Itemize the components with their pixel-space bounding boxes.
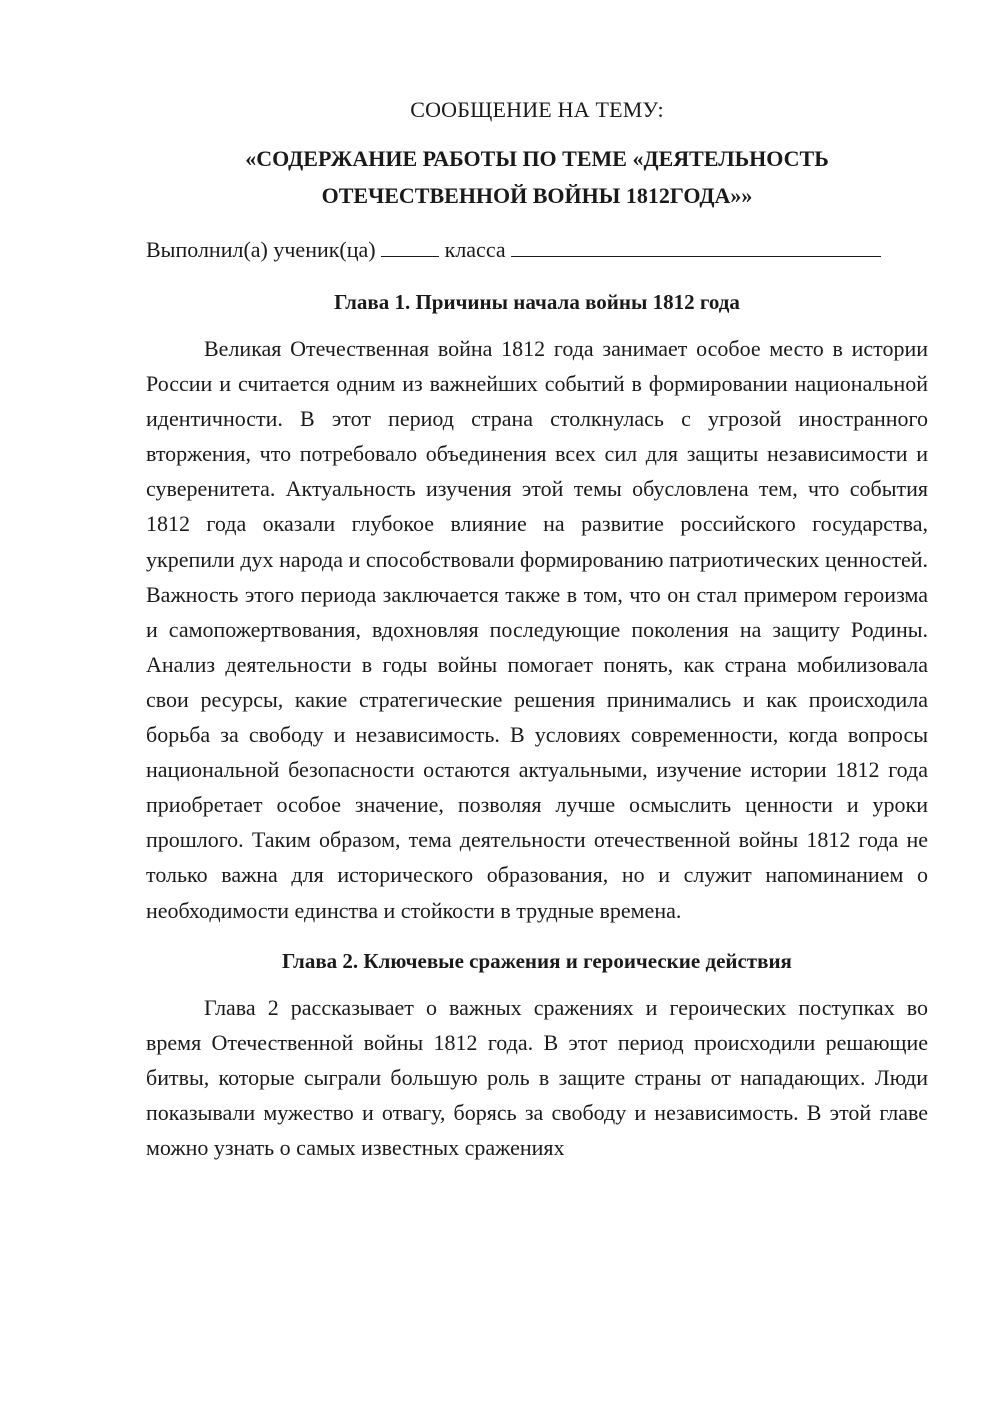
chapter-1-heading: Глава 1. Причины начала войны 1812 года [334, 290, 740, 314]
topic-line: СООБЩЕНИЕ НА ТЕМУ: [410, 97, 664, 122]
document-title [146, 140, 928, 214]
document-page [146, 96, 928, 1165]
author-line [146, 234, 928, 265]
title-line-2: ОТЕЧЕСТВЕННОЙ ВОЙНЫ 1812ГОДА»» [321, 183, 753, 208]
title-line-1: «СОДЕРЖАНИЕ РАБОТЫ ПО ТЕМЕ «ДЕЯТЕЛЬНОСТЬ [245, 146, 829, 171]
chapter-2-paragraph: Глава 2 рассказывает о важных сражениях и героических поступках во время Отечественной войны 1812 года. В этот период происходили решающие битвы, которые сыграли большую роль в защите страны от нападающих. Люди показывали мужество и отвагу, борясь за свободу и независимость. В этой главе можно узнать о самых известных сражениях [146, 994, 928, 1160]
author-label: Выполнил(а) ученик(ца) [146, 237, 376, 262]
class-blank [381, 234, 439, 257]
name-blank [511, 234, 881, 257]
class-label: класса [444, 237, 506, 262]
chapter-2-heading: Глава 2. Ключевые сражения и героические действия [282, 948, 792, 973]
chapter-1-paragraph: Великая Отечественная война 1812 года занимает особое место в истории России и считается одним из важнейших событий в формировании национальной идентичности. В этот период страна столкнулась с угрозой иностранного вторжения, что потребовало объединения всех сил для защиты независимости и суверенитета. Актуальность изучения этой темы обусловлена тем, что события 1812 года оказали глубокое влияние на развитие российского государства, укрепили дух народа и способствовали формированию патриотических ценностей. Важность этого периода заключается также в том, что он стал примером героизма и самопожертвования, вдохновляя последующие поколения на защиту Родины. Анализ деятельности в годы войны помогает понять, как страна мобилизовала свои ресурсы, какие стратегические решения принимались и как происходила борьба за свободу и независимость. В условиях современности, когда вопросы национальной безопасности остаются актуальными, изучение истории 1812 года приобретает особое значение, позволяя лучше осмыслить ценности и уроки прошлого. Таким образом, тема деятельности отечественной войны 1812 года не только важна для исторического образования, но и служит напоминанием о необходимости единства и стойкости в трудные времена. [146, 336, 928, 923]
